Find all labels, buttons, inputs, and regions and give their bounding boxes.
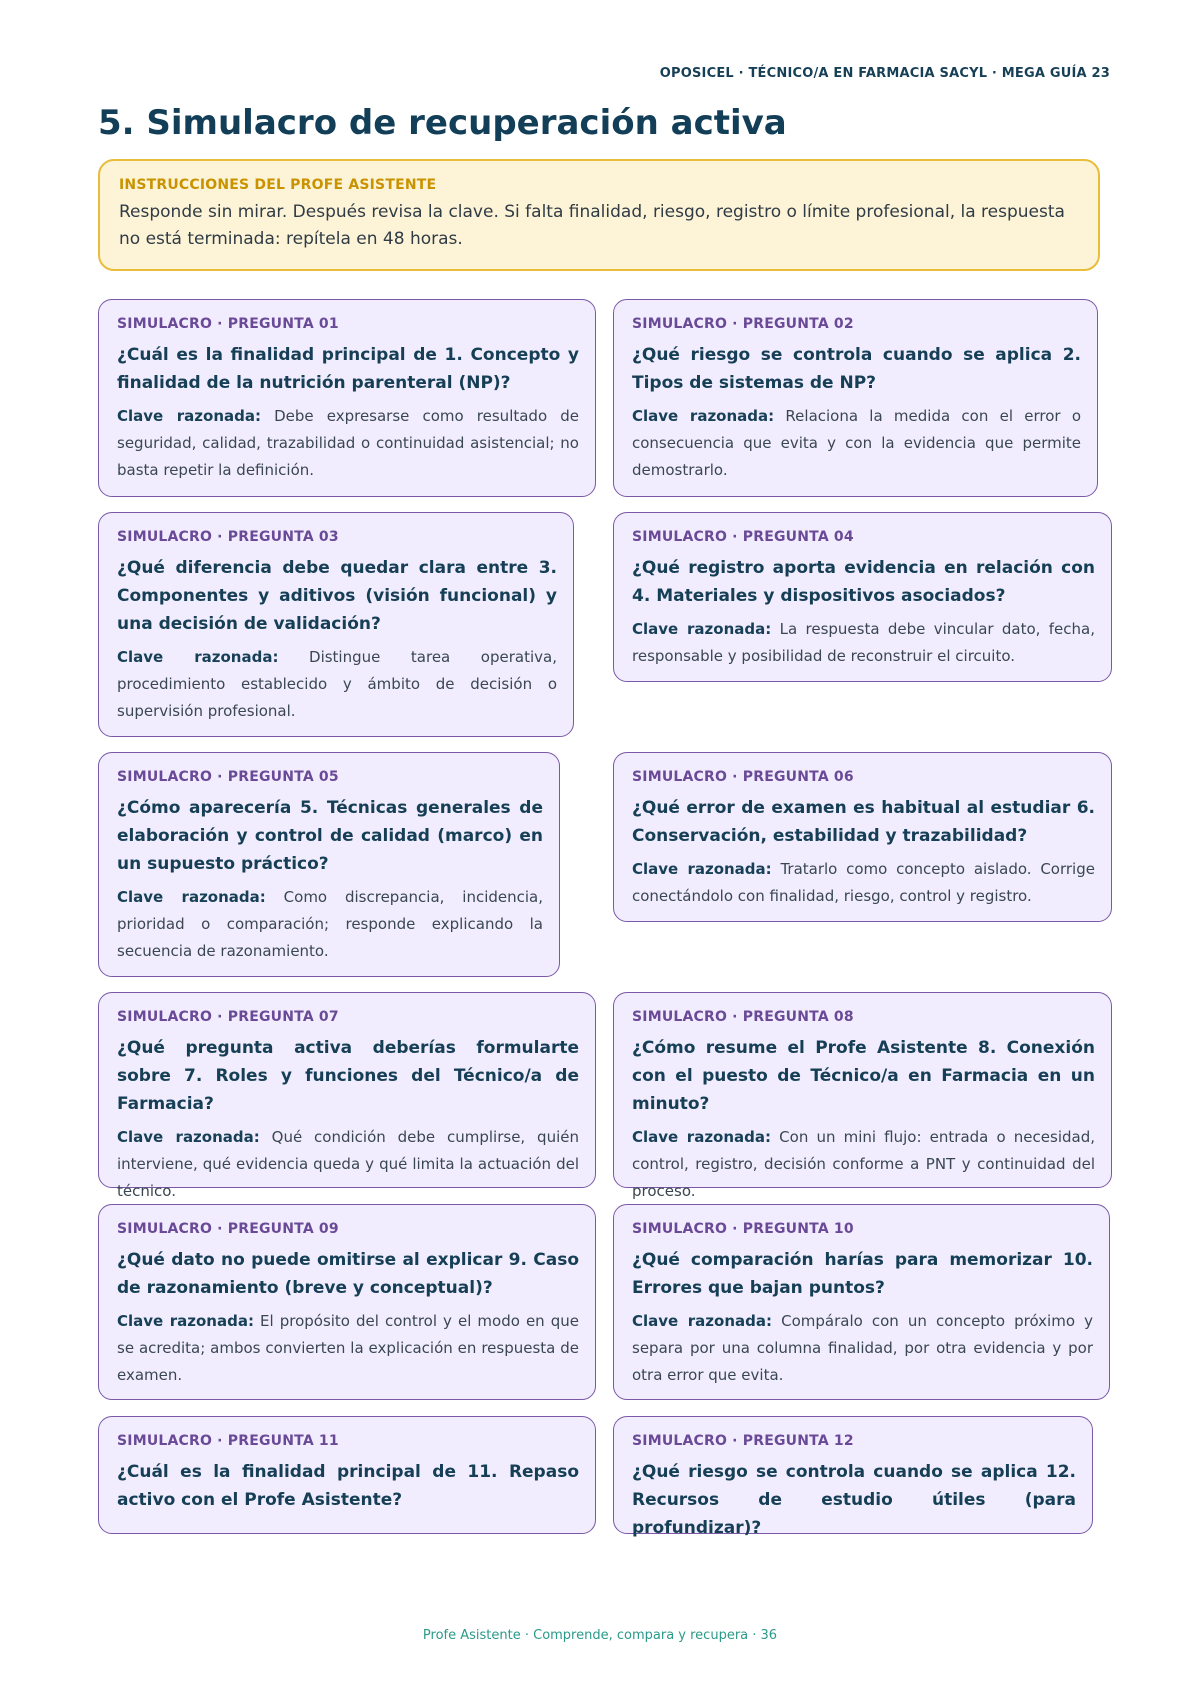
answer-text: Con un mini flujo: entrada o necesidad, control, registro, decisión conforme a PNT y continuidad del proceso.: [632, 1128, 1095, 1200]
answer-text: Qué condición debe cumplirse, quién interviene, qué evidencia queda y qué limita la actuación del técnico.: [117, 1128, 579, 1200]
card-kicker: SIMULACRO · PREGUNTA 06: [632, 769, 854, 785]
card-answer: [632, 403, 1081, 484]
answer-label: Clave razonada:: [632, 1312, 772, 1330]
card-answer: [117, 644, 557, 725]
card-question: ¿Qué dato no puede omitirse al explicar 9. Caso de razonamiento (breve y conceptual)?: [117, 1250, 579, 1298]
running-header: OPOSICEL · TÉCNICO/A EN FARMACIA SACYL · MEGA GUÍA 23: [659, 66, 1110, 81]
question-card-11: [98, 1416, 596, 1534]
answer-text: Compáralo con un concepto próximo y separa por una columna finalidad, por otra evidencia y por otra error que evita.: [632, 1312, 1093, 1384]
card-question: ¿Cuál es la finalidad principal de 1. Concepto y finalidad de la nutrición parenteral (NP)?: [117, 345, 579, 393]
question-card-12: [613, 1416, 1093, 1538]
card-kicker: SIMULACRO · PREGUNTA 10: [632, 1221, 854, 1237]
card-question: ¿Qué comparación harías para memorizar 10. Errores que bajan puntos?: [632, 1250, 1093, 1298]
card-question: ¿Cuál es la finalidad principal de 11. Repaso activo con el Profe Asistente?: [117, 1462, 579, 1510]
card-question: ¿Qué error de examen es habitual al estudiar 6. Conservación, estabilidad y trazabilidad?: [632, 798, 1095, 846]
card-question: ¿Qué diferencia debe quedar clara entre 3. Componentes y aditivos (visión funcional) y una decisión de validación?: [117, 558, 557, 634]
card-answer: [632, 616, 1095, 670]
answer-label: Clave razonada:: [117, 1312, 254, 1330]
card-kicker: SIMULACRO · PREGUNTA 09: [117, 1221, 339, 1237]
answer-label: Clave razonada:: [632, 1128, 772, 1146]
card-kicker: SIMULACRO · PREGUNTA 11: [117, 1433, 339, 1449]
answer-label: Clave razonada:: [632, 620, 772, 638]
card-question: ¿Qué riesgo se controla cuando se aplica 12. Recursos de estudio útiles (para profundizar)?: [632, 1462, 1076, 1538]
card-answer: [117, 884, 543, 965]
card-answer: [632, 1124, 1095, 1205]
question-card-05: [98, 752, 560, 977]
answer-text: Relaciona la medida con el error o consecuencia que evita y con la evidencia que permite demostrarlo.: [632, 407, 1081, 479]
answer-label: Clave razonada:: [117, 1128, 260, 1146]
card-kicker: SIMULACRO · PREGUNTA 01: [117, 316, 339, 332]
instructions-box: [98, 159, 1100, 271]
card-kicker: SIMULACRO · PREGUNTA 08: [632, 1009, 854, 1025]
card-kicker: SIMULACRO · PREGUNTA 04: [632, 529, 854, 545]
card-answer: [117, 1308, 579, 1389]
card-question: ¿Cómo aparecería 5. Técnicas generales de elaboración y control de calidad (marco) en un supuesto práctico?: [117, 798, 543, 874]
question-card-07: [98, 992, 596, 1200]
card-kicker: SIMULACRO · PREGUNTA 12: [632, 1433, 854, 1449]
card-answer: [632, 1308, 1093, 1389]
answer-label: Clave razonada:: [117, 648, 279, 666]
question-card-03: [98, 512, 574, 737]
answer-text: Debe expresarse como resultado de seguridad, calidad, trazabilidad o continuidad asistencial; no basta repetir la definición.: [117, 407, 579, 479]
answer-text: La respuesta debe vincular dato, fecha, responsable y posibilidad de reconstruir el circuito.: [632, 620, 1095, 665]
question-card-06: [613, 752, 1112, 922]
card-kicker: SIMULACRO · PREGUNTA 05: [117, 769, 339, 785]
answer-text: Distingue tarea operativa, procedimiento establecido y ámbito de decisión o supervisión profesional.: [117, 648, 557, 720]
card-question: ¿Cómo resume el Profe Asistente 8. Conexión con el puesto de Técnico/a en Farmacia en un minuto?: [632, 1038, 1095, 1114]
question-card-04: [613, 512, 1112, 682]
page-title: 5. Simulacro de recuperación activa: [98, 103, 787, 143]
card-question: ¿Qué pregunta activa deberías formularte sobre 7. Roles y funciones del Técnico/a de Farmacia?: [117, 1038, 579, 1114]
answer-label: Clave razonada:: [632, 860, 772, 878]
question-card-10: [613, 1204, 1110, 1400]
question-card-02: [613, 299, 1098, 497]
page-footer: Profe Asistente · Comprende, compara y recupera · 36: [422, 1628, 778, 1643]
card-answer: [632, 856, 1095, 910]
card-kicker: SIMULACRO · PREGUNTA 02: [632, 316, 854, 332]
answer-label: Clave razonada:: [117, 407, 261, 425]
instructions-text: Responde sin mirar. Después revisa la clave. Si falta finalidad, riesgo, registro o límite profesional, la respuesta no está terminada: repítela en 48 horas.: [119, 202, 1065, 249]
card-question: ¿Qué riesgo se controla cuando se aplica 2. Tipos de sistemas de NP?: [632, 345, 1081, 393]
card-answer: [117, 1124, 579, 1205]
question-card-01: [98, 299, 596, 497]
instructions-label: INSTRUCCIONES DEL PROFE ASISTENTE: [119, 177, 437, 193]
answer-label: Clave razonada:: [117, 888, 266, 906]
answer-text: Como discrepancia, incidencia, prioridad o comparación; responde explicando la secuencia de razonamiento.: [117, 888, 543, 960]
card-question: ¿Qué registro aporta evidencia en relación con 4. Materiales y dispositivos asociados?: [632, 558, 1095, 606]
answer-text: Tratarlo como concepto aislado. Corrige conectándolo con finalidad, riesgo, control y registro.: [632, 860, 1095, 905]
answer-text: El propósito del control y el modo en que se acredita; ambos convierten la explicación en respuesta de examen.: [117, 1312, 579, 1384]
question-card-09: [98, 1204, 596, 1400]
card-answer: [117, 403, 579, 484]
question-card-08: [613, 992, 1112, 1200]
card-kicker: SIMULACRO · PREGUNTA 07: [117, 1009, 339, 1025]
answer-label: Clave razonada:: [632, 407, 775, 425]
card-kicker: SIMULACRO · PREGUNTA 03: [117, 529, 339, 545]
